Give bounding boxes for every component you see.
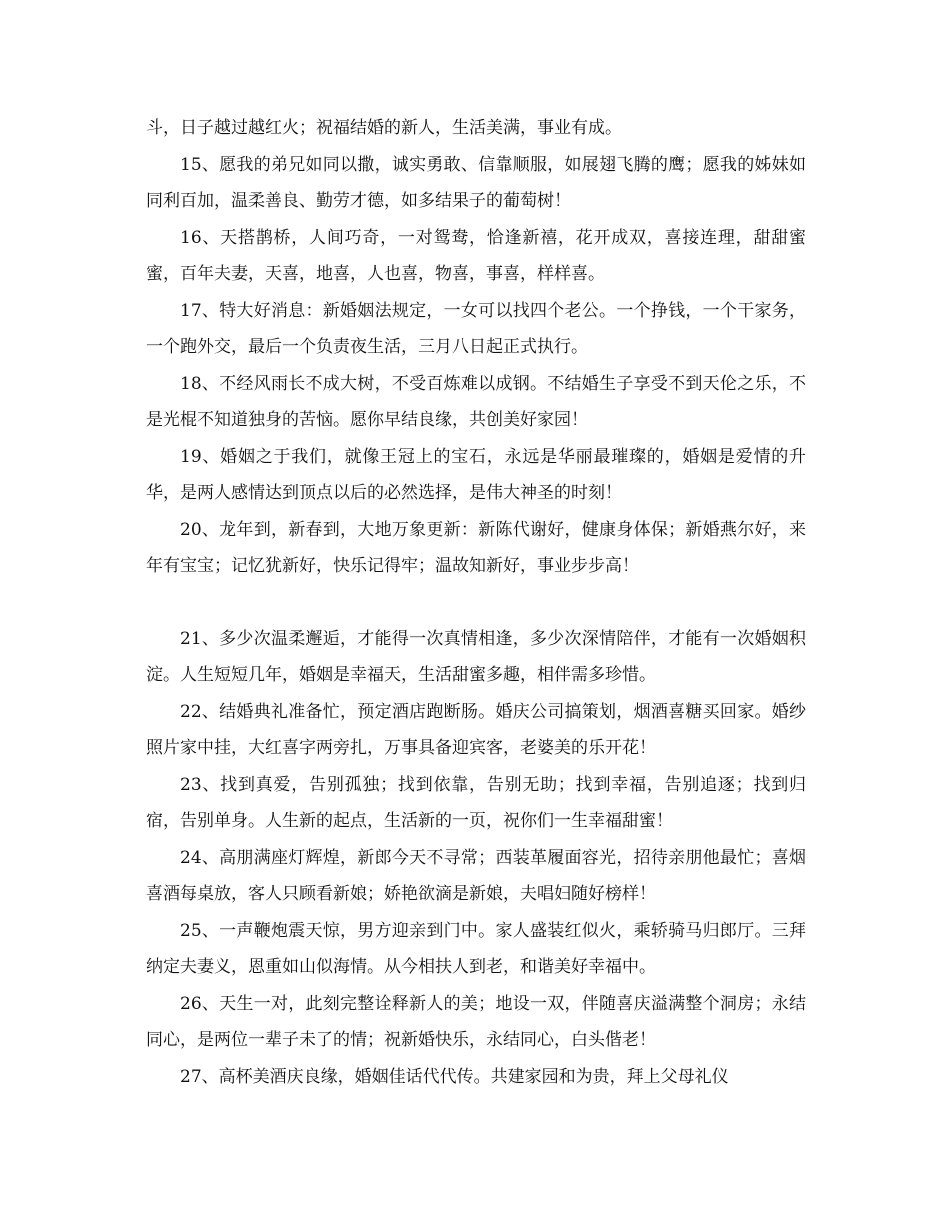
paragraph-continuation: 斗，日子越过越红火；祝福结婚的新人，生活美满，事业有成。 [146,118,622,138]
paragraph-24: 24、高朋满座灯辉煌，新郎今天不寻常；西装革履面容光，招待亲朋他最忙；喜烟喜酒每桌放，客人只顾看新娘；娇艳欲滴是新娘，夫唱妇随好榜样！ [146,847,806,904]
paragraph-22: 22、结婚典礼准备忙，预定酒店跑断肠。婚庆公司搞策划，烟酒喜糖买回家。婚纱照片家中挂，大红喜字两旁扎，万事具备迎宾客，老婆美的乐开花！ [146,701,806,758]
paragraph-26: 26、天生一对，此刻完整诠释新人的美；地设一双，伴随喜庆溢满整个洞房；永结同心，是两位一辈子未了的情；祝新婚快乐，永结同心，白头偕老！ [146,993,806,1050]
document-body [146,110,806,1095]
paragraph-21: 21、多少次温柔邂逅，才能得一次真情相逢，多少次深情陪伴，才能有一次婚姻积淀。人生短短几年，婚姻是幸福天，生活甜蜜多趣，相伴需多珍惜。 [146,628,806,685]
paragraph-27: 27、高杯美酒庆良缘，婚姻佳话代代传。共建家园和为贵，拜上父母礼仪 [180,1066,729,1087]
paragraph-20: 20、龙年到，新春到，大地万象更新：新陈代谢好，健康身体保；新婚燕尔好，来年有宝宝；记忆犹新好，快乐记得牢；温故知新好，事业步步高！ [146,519,806,576]
paragraph-25: 25、一声鞭炮震天惊，男方迎亲到门中。家人盛装红似火，乘轿骑马归郎厅。三拜纳定夫妻义，恩重如山似海情。从今相扶人到老，和谐美好幸福中。 [146,920,806,977]
paragraph-15: 15、愿我的弟兄如同以撒，诚实勇敢、信靠顺服，如展翅飞腾的鹰；愿我的姊妹如同利百加，温柔善良、勤劳才德，如多结果子的葡萄树！ [146,154,806,211]
paragraph-23: 23、找到真爱，告别孤独；找到依靠，告别无助；找到幸福，告别追逐；找到归宿，告别单身。人生新的起点，生活新的一页，祝你们一生幸福甜蜜！ [146,774,806,831]
paragraph-18: 18、不经风雨长不成大树，不受百炼难以成钢。不结婚生子享受不到天伦之乐，不是光棍不知道独身的苦恼。愿你早结良缘，共创美好家园！ [146,373,806,430]
paragraph-17: 17、特大好消息：新婚姻法规定，一女可以找四个老公。一个挣钱，一个干家务，一个跑外交，最后一个负责夜生活，三月八日起正式执行。 [146,300,806,357]
section-gap [146,585,806,621]
paragraph-16: 16、天搭鹊桥，人间巧奇，一对鸳鸯，恰逢新禧，花开成双，喜接连理，甜甜蜜蜜，百年夫妻，天喜，地喜，人也喜，物喜，事喜，样样喜。 [146,227,806,284]
paragraph-19: 19、婚姻之于我们，就像王冠上的宝石，永远是华丽最璀璨的，婚姻是爱情的升华，是两人感情达到顶点以后的必然选择，是伟大神圣的时刻！ [146,446,806,503]
